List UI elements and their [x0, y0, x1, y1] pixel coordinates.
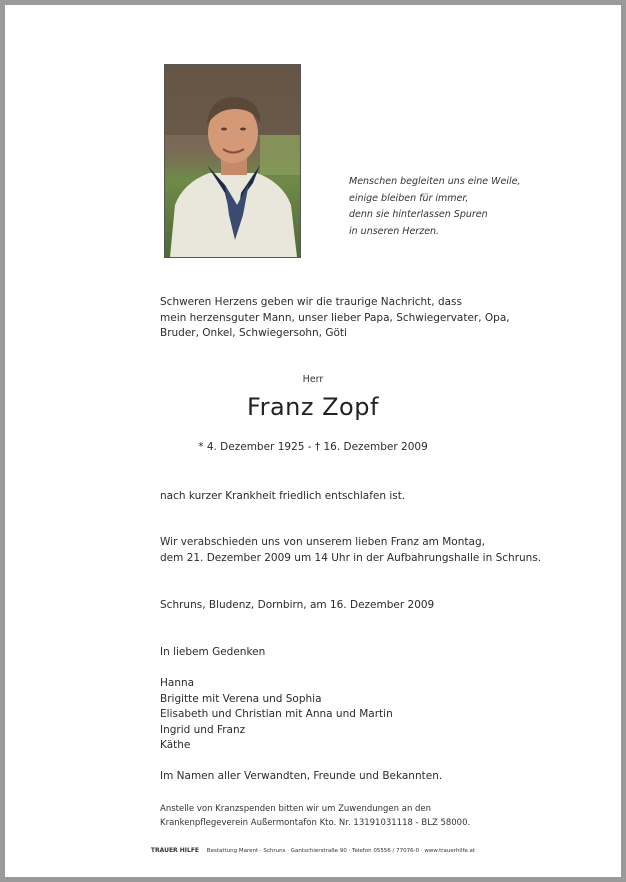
footer-brand: TRAUER HILFE	[150, 847, 200, 854]
mourners-heading: In liebem Gedenken	[160, 646, 266, 658]
passing-text: nach kurzer Krankheit friedlich entschlafen ist.	[160, 490, 406, 502]
donation-line: Anstelle von Kranzspenden bitten wir um Zuwendungen an den	[160, 804, 432, 814]
donation-note	[160, 802, 470, 830]
donation-line: Krankenpflegeverein Außermontafon Kto. Nr. 13191031118 - BLZ 58000.	[160, 818, 471, 828]
life-dates: * 4. Dezember 1925 - † 16. Dezember 2009	[198, 441, 428, 453]
quote-line: einige bleiben für immer,	[349, 192, 469, 204]
salutation: Herr	[302, 374, 324, 385]
mourner-name: Ingrid und Franz	[160, 723, 246, 736]
farewell-line: dem 21. Dezember 2009 um 14 Uhr in der Aufbahrungshalle in Schruns.	[160, 551, 542, 564]
farewell-line: Wir verabschieden uns von unserem lieben Franz am Montag,	[160, 536, 485, 548]
announcement-intro	[160, 295, 510, 342]
mourner-name: Käthe	[160, 739, 191, 751]
quote-line: denn sie hinterlassen Spuren	[349, 209, 488, 220]
mourners-closing: Im Namen aller Verwandten, Freunde und Bekannten.	[160, 770, 443, 782]
intro-line: Schweren Herzens geben wir die traurige Nachricht, dass	[160, 296, 462, 308]
farewell-text	[160, 535, 541, 566]
intro-line: Bruder, Onkel, Schwiegersohn, Göti	[160, 327, 347, 339]
memorial-quote	[349, 174, 521, 240]
quote-line: Menschen begleiten uns eine Weile,	[349, 176, 521, 187]
mourner-name: Hanna	[160, 677, 195, 689]
footer-text: Bestattung Marent · Schruns · Gantschierstraße 90 · Telefon 05556 / 77076-0 · www.trauerhilfe.at	[206, 848, 476, 854]
intro-line: mein herzensguter Mann, unser lieber Papa, Schwiegervater, Opa,	[160, 311, 510, 324]
place-date: Schruns, Bludenz, Dornbirn, am 16. Dezember 2009	[160, 599, 435, 611]
funeral-home-footer	[0, 847, 626, 854]
mourner-name: Elisabeth und Christian mit Anna und Martin	[160, 708, 393, 720]
quote-line: in unseren Herzen.	[349, 225, 440, 237]
deceased-name: Franz Zopf	[247, 393, 379, 421]
mourners-list	[160, 676, 393, 754]
mourner-name: Brigitte mit Verena und Sophia	[160, 692, 322, 705]
portrait-photo	[164, 64, 301, 258]
